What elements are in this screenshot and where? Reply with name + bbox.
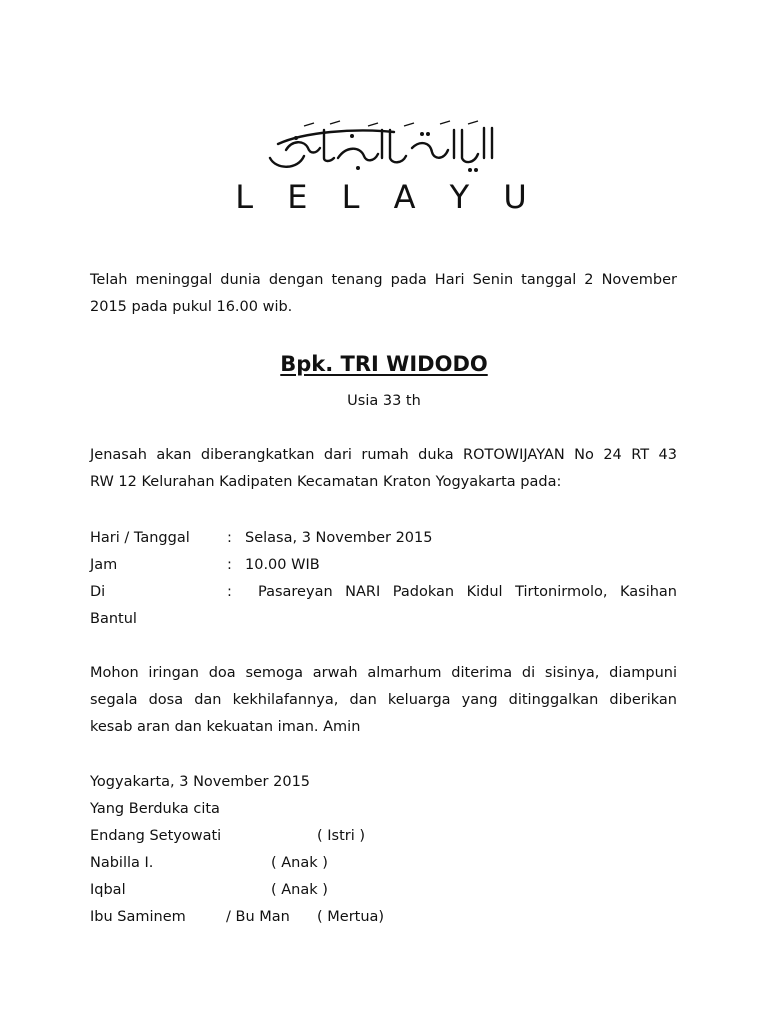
family-member-relation: ( Anak ) — [271, 855, 328, 871]
arabic-calligraphy-graphic — [264, 118, 504, 176]
schedule-place-row — [90, 581, 677, 603]
closing-mourning: Yang Berduka cita — [90, 801, 220, 817]
schedule-place-label: Di — [90, 584, 106, 600]
family-row-wife — [90, 825, 490, 847]
prayer-paragraph — [90, 660, 677, 741]
schedule-place-value-cont: Bantul — [90, 611, 137, 627]
schedule-date-colon: : — [227, 530, 232, 546]
schedule-date-row — [90, 527, 677, 549]
family-member-name: Nabilla I. — [90, 855, 154, 871]
family-member-relation: ( Anak ) — [271, 882, 328, 898]
deceased-name-text: Bpk. TRI WIDODO — [280, 352, 488, 376]
deceased-age: Usia 33 th — [347, 393, 421, 409]
intro-line-2: 2015 pada pukul 16.00 wib. — [90, 299, 293, 315]
family-row-child-1 — [90, 852, 490, 874]
closing-place-date: Yogyakarta, 3 November 2015 — [90, 774, 311, 790]
page-title: L E L A Y U — [235, 178, 539, 216]
family-row-mother-in-law — [90, 906, 490, 928]
departure-line-1: Jenasah akan diberangkatkan dari rumah duka ROTOWIJAYAN No 24 RT 43 — [90, 447, 677, 463]
family-member-relation: ( Istri ) — [317, 828, 366, 844]
schedule-time-label: Jam — [90, 557, 118, 573]
schedule-time-value: 10.00 WIB — [245, 557, 320, 573]
prayer-line-1: Mohon iringan doa semoga arwah almarhum diterima di sisinya, diampuni — [90, 665, 677, 681]
schedule-date-value: Selasa, 3 November 2015 — [245, 530, 433, 546]
prayer-line-3: kesab aran dan kekuatan iman. Amin — [90, 719, 361, 735]
deceased-name — [0, 352, 768, 376]
schedule-time-colon: : — [227, 557, 232, 573]
intro-line-1: Telah meninggal dunia dengan tenang pada Hari Senin tanggal 2 November — [90, 272, 677, 288]
schedule-date-label: Hari / Tanggal — [90, 530, 190, 546]
arabic-calligraphy — [264, 118, 504, 176]
departure-paragraph — [90, 442, 677, 496]
family-member-name: Endang Setyowati — [90, 828, 222, 844]
prayer-line-2: segala dosa dan kekhilafannya, dan keluarga yang ditinggalkan diberikan — [90, 692, 677, 708]
family-member-relation: ( Mertua) — [317, 909, 385, 925]
schedule-place-value: Pasareyan NARI Padokan Kidul Tirtonirmolo, Kasihan — [258, 584, 677, 600]
departure-line-2: RW 12 Kelurahan Kadipaten Kecamatan Kraton Yogyakarta pada: — [90, 474, 562, 490]
family-row-child-2 — [90, 879, 490, 901]
schedule-place-continued — [90, 608, 677, 630]
schedule-time-row — [90, 554, 677, 576]
family-member-alias: / Bu Man — [226, 909, 290, 925]
intro-paragraph — [90, 267, 677, 321]
family-member-name: Ibu Saminem — [90, 909, 186, 925]
family-member-name: Iqbal — [90, 882, 126, 898]
schedule-place-colon: : — [227, 584, 232, 600]
